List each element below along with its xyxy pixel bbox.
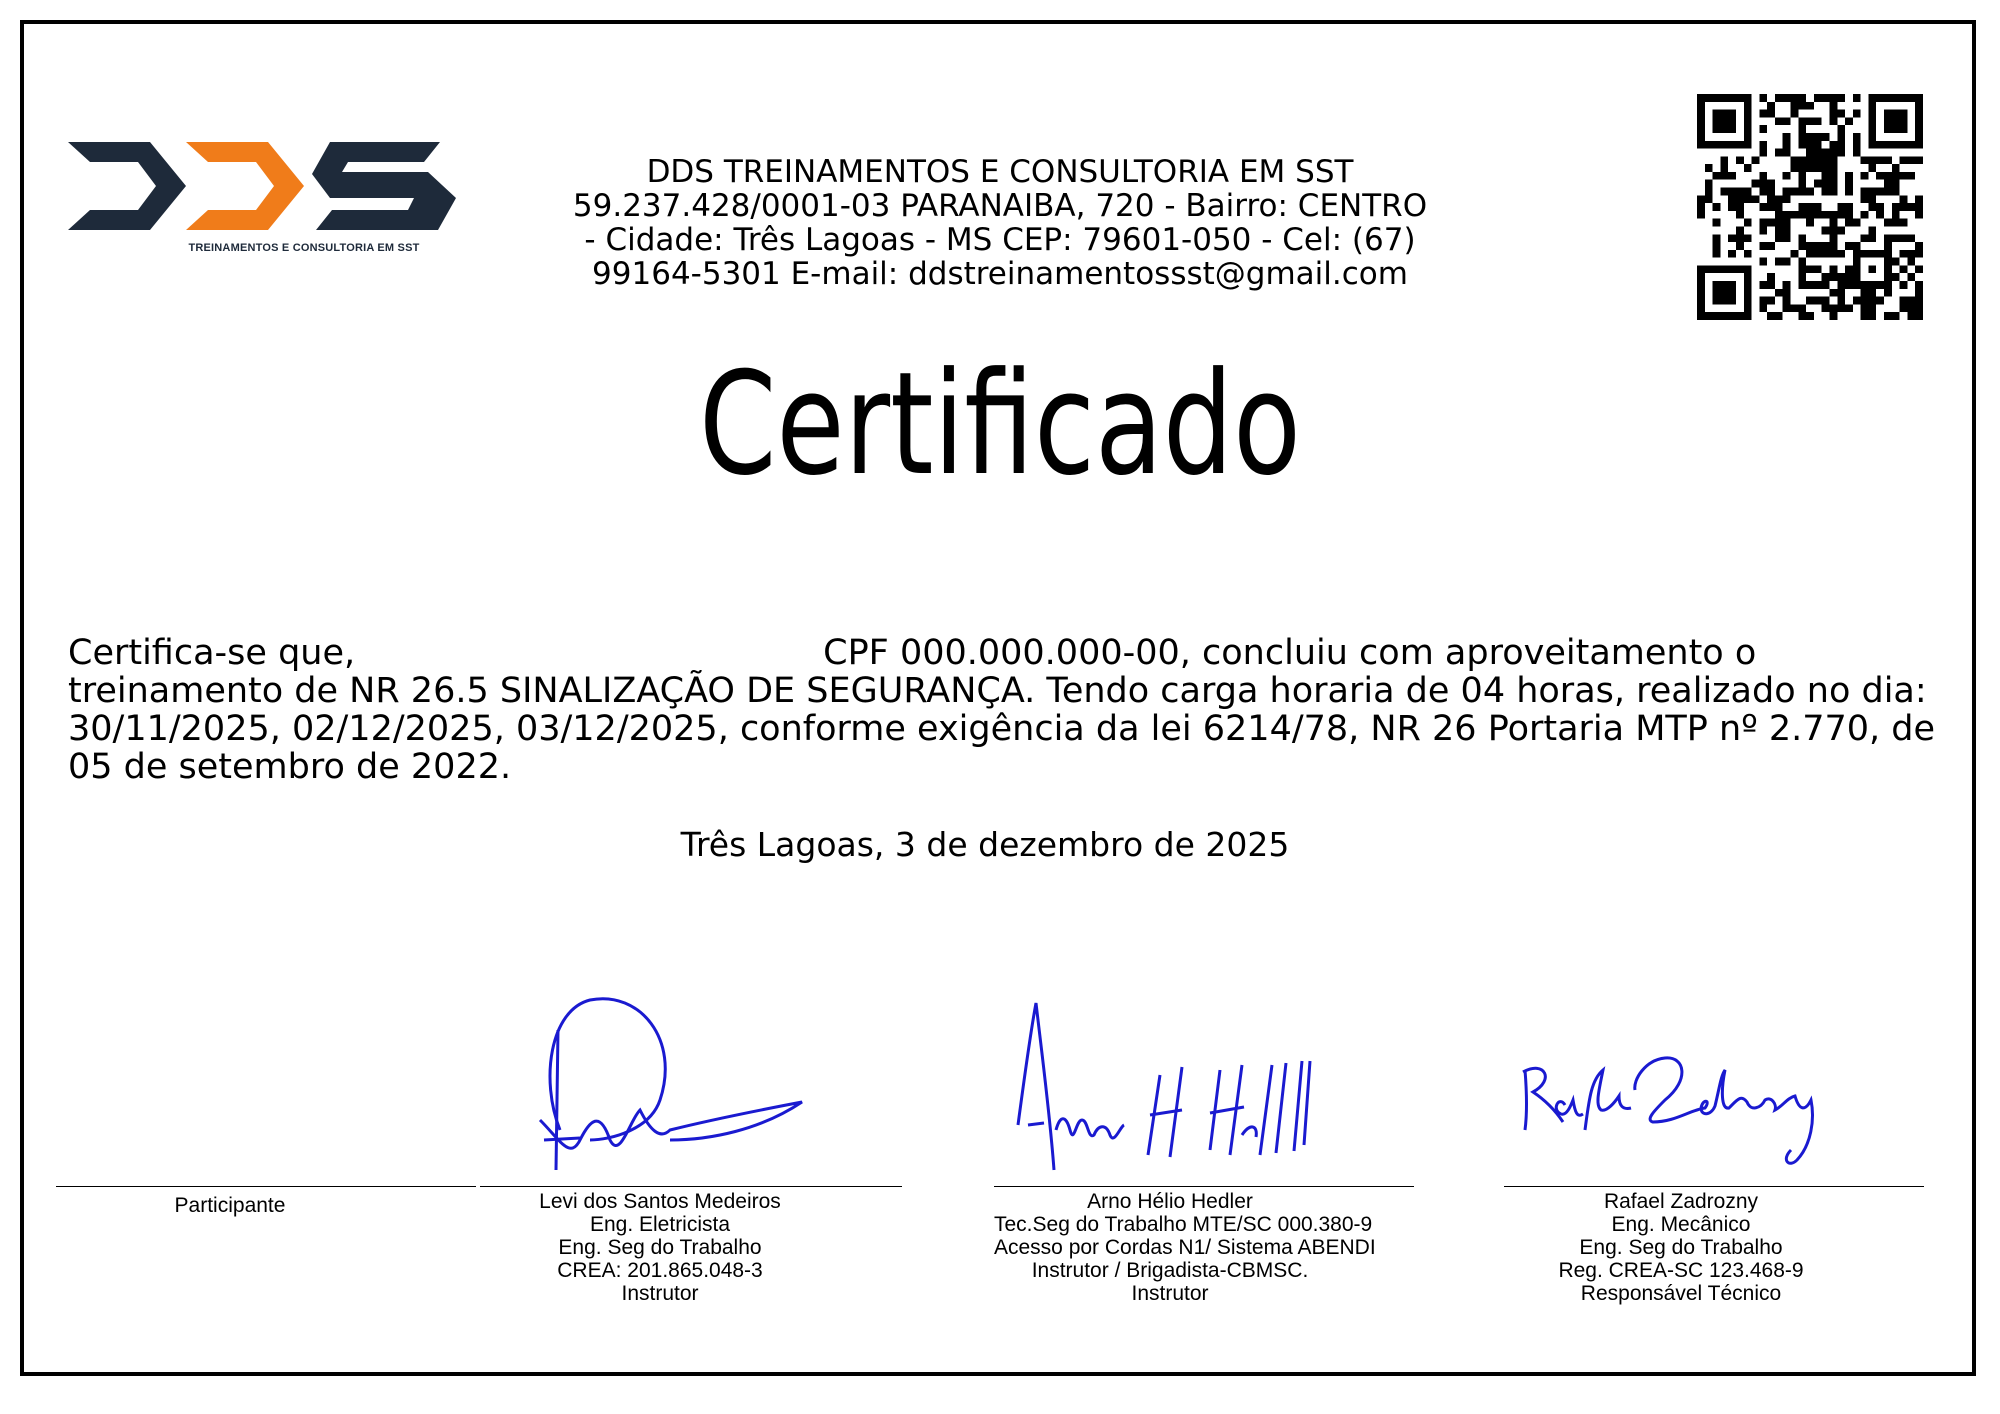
qr-code-icon[interactable] [1697, 94, 1923, 320]
signature-line-arno [994, 1186, 1414, 1187]
company-name: DDS TREINAMENTOS E CONSULTORIA EM SST [646, 154, 1354, 190]
company-address-line: 59.237.428/0001-03 PARANAIBA, 720 - Bairro: CENTRO [572, 188, 1428, 224]
signer-role: Instrutor [1131, 1282, 1209, 1305]
signer-title: Tec.Seg do Trabalho MTE/SC 000.380-9 [994, 1213, 1373, 1236]
signer-title: Acesso por Cordas N1/ Sistema ABENDI [994, 1236, 1376, 1259]
signer-name: Levi dos Santos Medeiros [539, 1190, 781, 1213]
company-header [560, 155, 1440, 291]
body-cpf: CPF 000.000.000-00, concluiu com aproveitamento o [823, 633, 1757, 673]
body-line-4: 05 de setembro de 2022. [68, 747, 512, 787]
company-address-line: - Cidade: Três Lagoas - MS CEP: 79601-050 - Cel: (67) [584, 222, 1416, 258]
signer-title: Eng. Seg do Trabalho [558, 1236, 762, 1259]
signature-line-rafael [1504, 1186, 1924, 1187]
signer-title: Eng. Mecânico [1611, 1213, 1751, 1236]
signer-title: Eng. Seg do Trabalho [1579, 1236, 1783, 1259]
signer-registration: CREA: 201.865.048-3 [557, 1259, 763, 1282]
signer-role: Responsável Técnico [1580, 1282, 1782, 1305]
company-logo [68, 138, 458, 258]
signer-title: Eng. Eletricista [589, 1213, 731, 1236]
certificate-body [68, 634, 1948, 786]
signer-role: Participante [174, 1194, 286, 1217]
body-intro: Certifica-se que, [68, 633, 356, 673]
signature-block-participant [56, 1194, 404, 1217]
signature-block-arno [994, 1190, 1376, 1305]
signer-name: Arno Hélio Hedler [1087, 1190, 1253, 1213]
signer-registration: Reg. CREA-SC 123.468-9 [1558, 1259, 1804, 1282]
dds-logo-graphic [68, 138, 458, 234]
logo-tagline: TREINAMENTOS E CONSULTORIA EM SST [188, 242, 420, 254]
body-line-1 [68, 634, 1948, 672]
company-contact-line: 99164-5301 E-mail: ddstreinamentossst@gmail.com [592, 256, 1408, 292]
signer-title: Instrutor / Brigadista-CBMSC. [1031, 1259, 1309, 1282]
signature-rafael [1515, 1050, 1835, 1180]
body-line-3: 30/11/2025, 02/12/2025, 03/12/2025, conforme exigência da lei 6214/78, NR 26 Portaria MTP nº 2.770, de [68, 709, 1936, 749]
signature-block-rafael [1504, 1190, 1858, 1305]
body-line-2: treinamento de NR 26.5 SINALIZAÇÃO DE SEGURANÇA. Tendo carga horaria de 04 horas, realizado no dia: [68, 671, 1927, 711]
signature-block-levi [480, 1190, 840, 1305]
signature-line-levi [480, 1186, 902, 1187]
signature-arno [1010, 995, 1330, 1175]
place-date: Três Lagoas, 3 de dezembro de 2025 [680, 825, 1290, 864]
signature-levi [530, 990, 810, 1180]
signature-line-participant [56, 1186, 476, 1187]
certificate-title: Certificado [699, 342, 1301, 507]
signer-role: Instrutor [621, 1282, 699, 1305]
signer-name: Rafael Zadrozny [1603, 1190, 1759, 1213]
